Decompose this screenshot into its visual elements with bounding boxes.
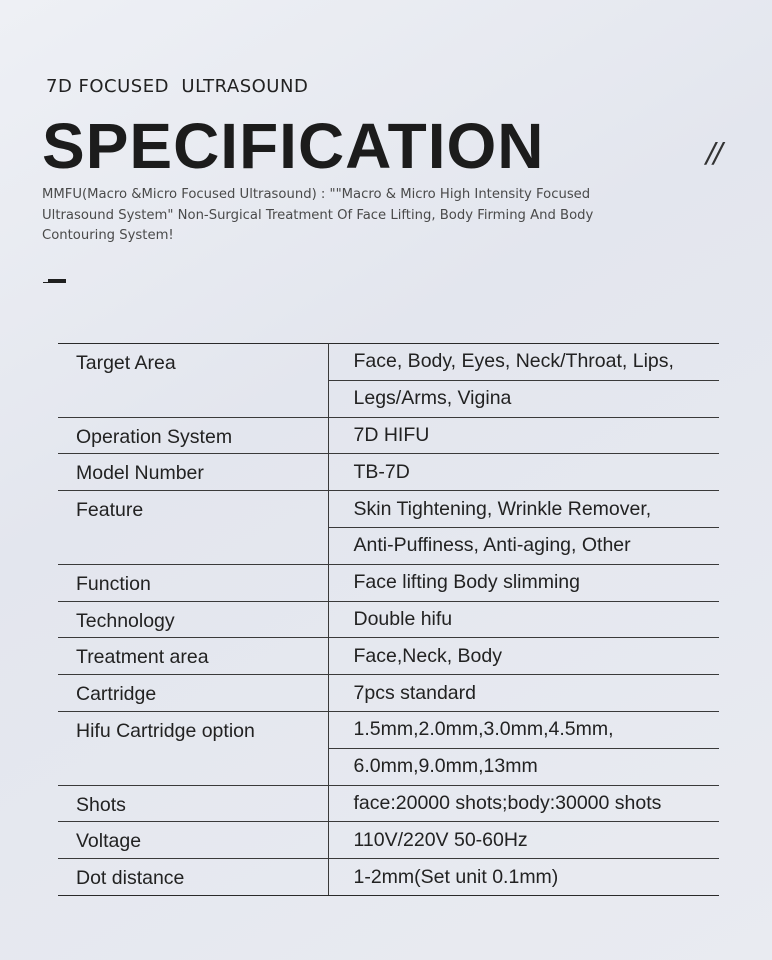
spec-key: Feature [58, 491, 328, 565]
table-row [58, 785, 719, 822]
spec-value: Face, Body, Eyes, Neck/Throat, Lips, [328, 344, 719, 381]
spec-key: Cartridge [58, 675, 328, 712]
page-title: SPECIFICATION [42, 110, 545, 182]
spec-value: 1-2mm(Set unit 0.1mm) [328, 859, 719, 896]
spec-value: 110V/220V 50-60Hz [328, 822, 719, 859]
table-row [58, 454, 719, 491]
spec-value: Face lifting Body slimming [328, 564, 719, 601]
spec-key: Voltage [58, 822, 328, 859]
table-row [58, 564, 719, 601]
slash-decoration: // [706, 136, 721, 169]
table-row [58, 859, 719, 896]
table-row [58, 822, 719, 859]
product-description: MMFU(Macro &Micro Focused Ultrasound) : ""Macro & Micro High Intensity Focused Ultrasound System" Non-Surgical Treatment Of Face Lifting, Body Firming And Body Contouring System! [42, 187, 594, 243]
spec-value: 7pcs standard [328, 675, 719, 712]
spec-key: Model Number [58, 454, 328, 491]
table-row [58, 638, 719, 675]
spec-value: 1.5mm,2.0mm,3.0mm,4.5mm, [328, 711, 719, 748]
specification-table [58, 343, 719, 896]
table-row [58, 601, 719, 638]
table-row [58, 675, 719, 712]
spec-key: Hifu Cartridge option [58, 711, 328, 785]
table-row [58, 711, 719, 748]
spec-key: Target Area [58, 344, 328, 418]
spec-value: Face,Neck, Body [328, 638, 719, 675]
table-row [58, 417, 719, 454]
spec-value: Skin Tightening, Wrinkle Remover, [328, 491, 719, 528]
page-subtitle: 7D FOCUSED ULTRASOUND [46, 76, 309, 97]
spec-value: Double hifu [328, 601, 719, 638]
spec-key: Technology [58, 601, 328, 638]
table-row [58, 344, 719, 381]
spec-value: 7D HIFU [328, 417, 719, 454]
dash-decoration [48, 279, 66, 283]
spec-key: Shots [58, 785, 328, 822]
spec-key: Treatment area [58, 638, 328, 675]
spec-key: Dot distance [58, 859, 328, 896]
spec-key: Function [58, 564, 328, 601]
spec-value: Legs/Arms, Vigina [328, 380, 719, 417]
spec-value: 6.0mm,9.0mm,13mm [328, 748, 719, 785]
spec-key: Operation System [58, 417, 328, 454]
spec-value: face:20000 shots;body:30000 shots [328, 785, 719, 822]
spec-value: Anti-Puffiness, Anti-aging, Other [328, 527, 719, 564]
table-row [58, 491, 719, 528]
spec-value: TB-7D [328, 454, 719, 491]
